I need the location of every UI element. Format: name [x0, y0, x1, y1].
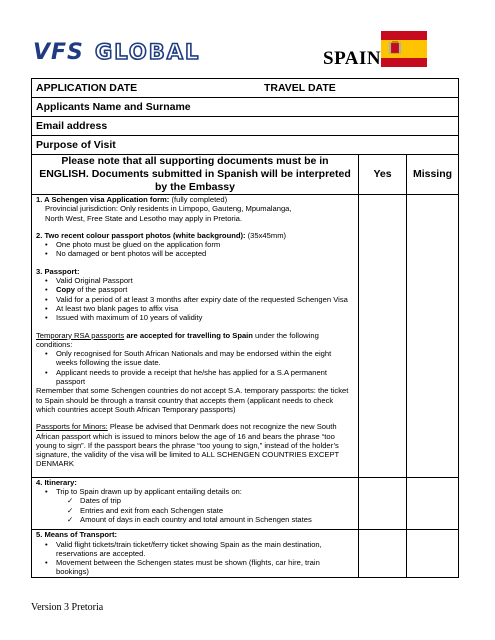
section-5 — [32, 530, 359, 577]
s2-title: 2. Two recent colour passport photos (white background): — [36, 230, 246, 240]
s4-missing-cell[interactable] — [407, 477, 459, 529]
sections-1-3 — [32, 195, 359, 478]
temp-item: • Only recognised for South African Nationals and may be endorsed within the eight weeks following the issue date. — [56, 349, 354, 368]
s3-item — [56, 285, 354, 294]
s1-3-missing-cell[interactable] — [407, 195, 459, 478]
s3-title: 3. Passport: — [36, 266, 80, 276]
section-4 — [32, 477, 359, 529]
col-missing: Missing — [407, 155, 459, 195]
temp-item: • Applicant needs to provide a receipt that he/she has applied for a S.A permanent passport — [56, 368, 354, 387]
purpose-label: Purpose of Visit — [32, 136, 459, 155]
logo-global: GLOBAL — [95, 40, 201, 62]
s4-check: ✓ Amount of days in each country and total amount in Schengen states — [80, 515, 354, 524]
version-footer: Version 3 Pretoria — [31, 602, 104, 613]
col-yes: Yes — [359, 155, 407, 195]
s3-item: • Issued with maximum of 10 years of validity — [56, 313, 354, 322]
s3-item: • Valid Original Passport — [56, 276, 354, 285]
vfs-global-logo — [33, 40, 238, 62]
s3-copy: Copy — [56, 285, 75, 295]
s4-check: ✓ Entries and exit from each Schengen state — [80, 506, 354, 515]
s5-title: 5. Means of Transport: — [36, 530, 118, 540]
s4-yes-cell[interactable] — [359, 477, 407, 529]
minors-label: Passports for Minors: — [36, 422, 108, 432]
s5-item: • Movement between the Schengen states must be shown (flights, car hire, train bookings) — [56, 558, 354, 577]
s3-item: • Valid for a period of at least 3 months after expiry date of the requested Schengen Visa — [56, 295, 354, 304]
travel-date-label: TRAVEL DATE — [264, 82, 336, 94]
checklist-table — [31, 78, 459, 578]
s4-check: ✓ Dates of trip — [80, 496, 354, 505]
temp-passport-link: Temporary RSA passports — [36, 330, 125, 340]
s1-line2: North West, Free State and Lesotho may apply in Pretoria. — [45, 213, 242, 223]
row-section-1-3 — [32, 195, 459, 478]
email-label: Email address — [32, 117, 459, 136]
temp-conditions: under the following conditions: — [36, 330, 319, 349]
country-title: SPAIN — [323, 48, 382, 69]
logo-vfs: VFS — [33, 40, 84, 62]
row-notice — [32, 155, 459, 195]
s3-copy-rest: of the passport — [74, 285, 128, 295]
row-section-4 — [32, 477, 459, 529]
s1-line1: Provincial jurisdiction: Only residents in Limpopo, Gauteng, Mpumalanga, — [45, 204, 292, 214]
s1-note: (fully completed) — [169, 195, 228, 204]
notice-text: Please note that all supporting documents must be in ENGLISH. Documents submitted in Spanish will be interpreted by the Embassy — [32, 155, 359, 195]
s4-title: 4. Itinerary: — [36, 477, 77, 487]
application-date-label: APPLICATION DATE — [36, 82, 138, 94]
s5-item: • Valid flight tickets/train ticket/ferry ticket showing Spain as the main destination, reservations are accepted. — [56, 540, 354, 559]
s2-note: (35x45mm) — [245, 230, 287, 240]
spain-flag-icon — [381, 31, 427, 67]
s4-item: • Trip to Spain drawn up by applicant entailing details on: — [56, 487, 354, 496]
minors-text: Please be advised that Denmark does not recognize the new South African passport which is issued to minors below the age of 16 and bears the phrase “too young to sign”. If the passport bears the phrase “too young to sign,” instead of the holder’s signature, the validity of the visa will be limited to ALL SCHENGEN COUNTRIES EXCEPT DENMARK — [36, 422, 340, 469]
row-purpose — [32, 136, 459, 155]
s5-missing-cell[interactable] — [407, 530, 459, 577]
temp-accepted: are accepted for travelling to Spain — [124, 330, 253, 340]
s5-yes-cell[interactable] — [359, 530, 407, 577]
s1-title: 1. A Schengen visa Application form: — [36, 195, 170, 204]
row-email — [32, 117, 459, 136]
row-application-date — [32, 79, 459, 98]
s2-item: • One photo must be glued on the application form — [56, 240, 354, 249]
row-section-5 — [32, 530, 459, 577]
temp-remember: Remember that some Schengen countries do not accept S.A. temporary passports: the ticket to Spain should be through a transit country that accepts them (applicant needs to check which countries accept South African Temporary passports) — [36, 386, 349, 414]
s3-item: • At least two blank pages to affix visa — [56, 304, 354, 313]
applicant-name-label: Applicants Name and Surname — [32, 98, 459, 117]
s1-3-yes-cell[interactable] — [359, 195, 407, 478]
row-applicant-name — [32, 98, 459, 117]
s2-item: • No damaged or bent photos will be accepted — [56, 249, 354, 258]
